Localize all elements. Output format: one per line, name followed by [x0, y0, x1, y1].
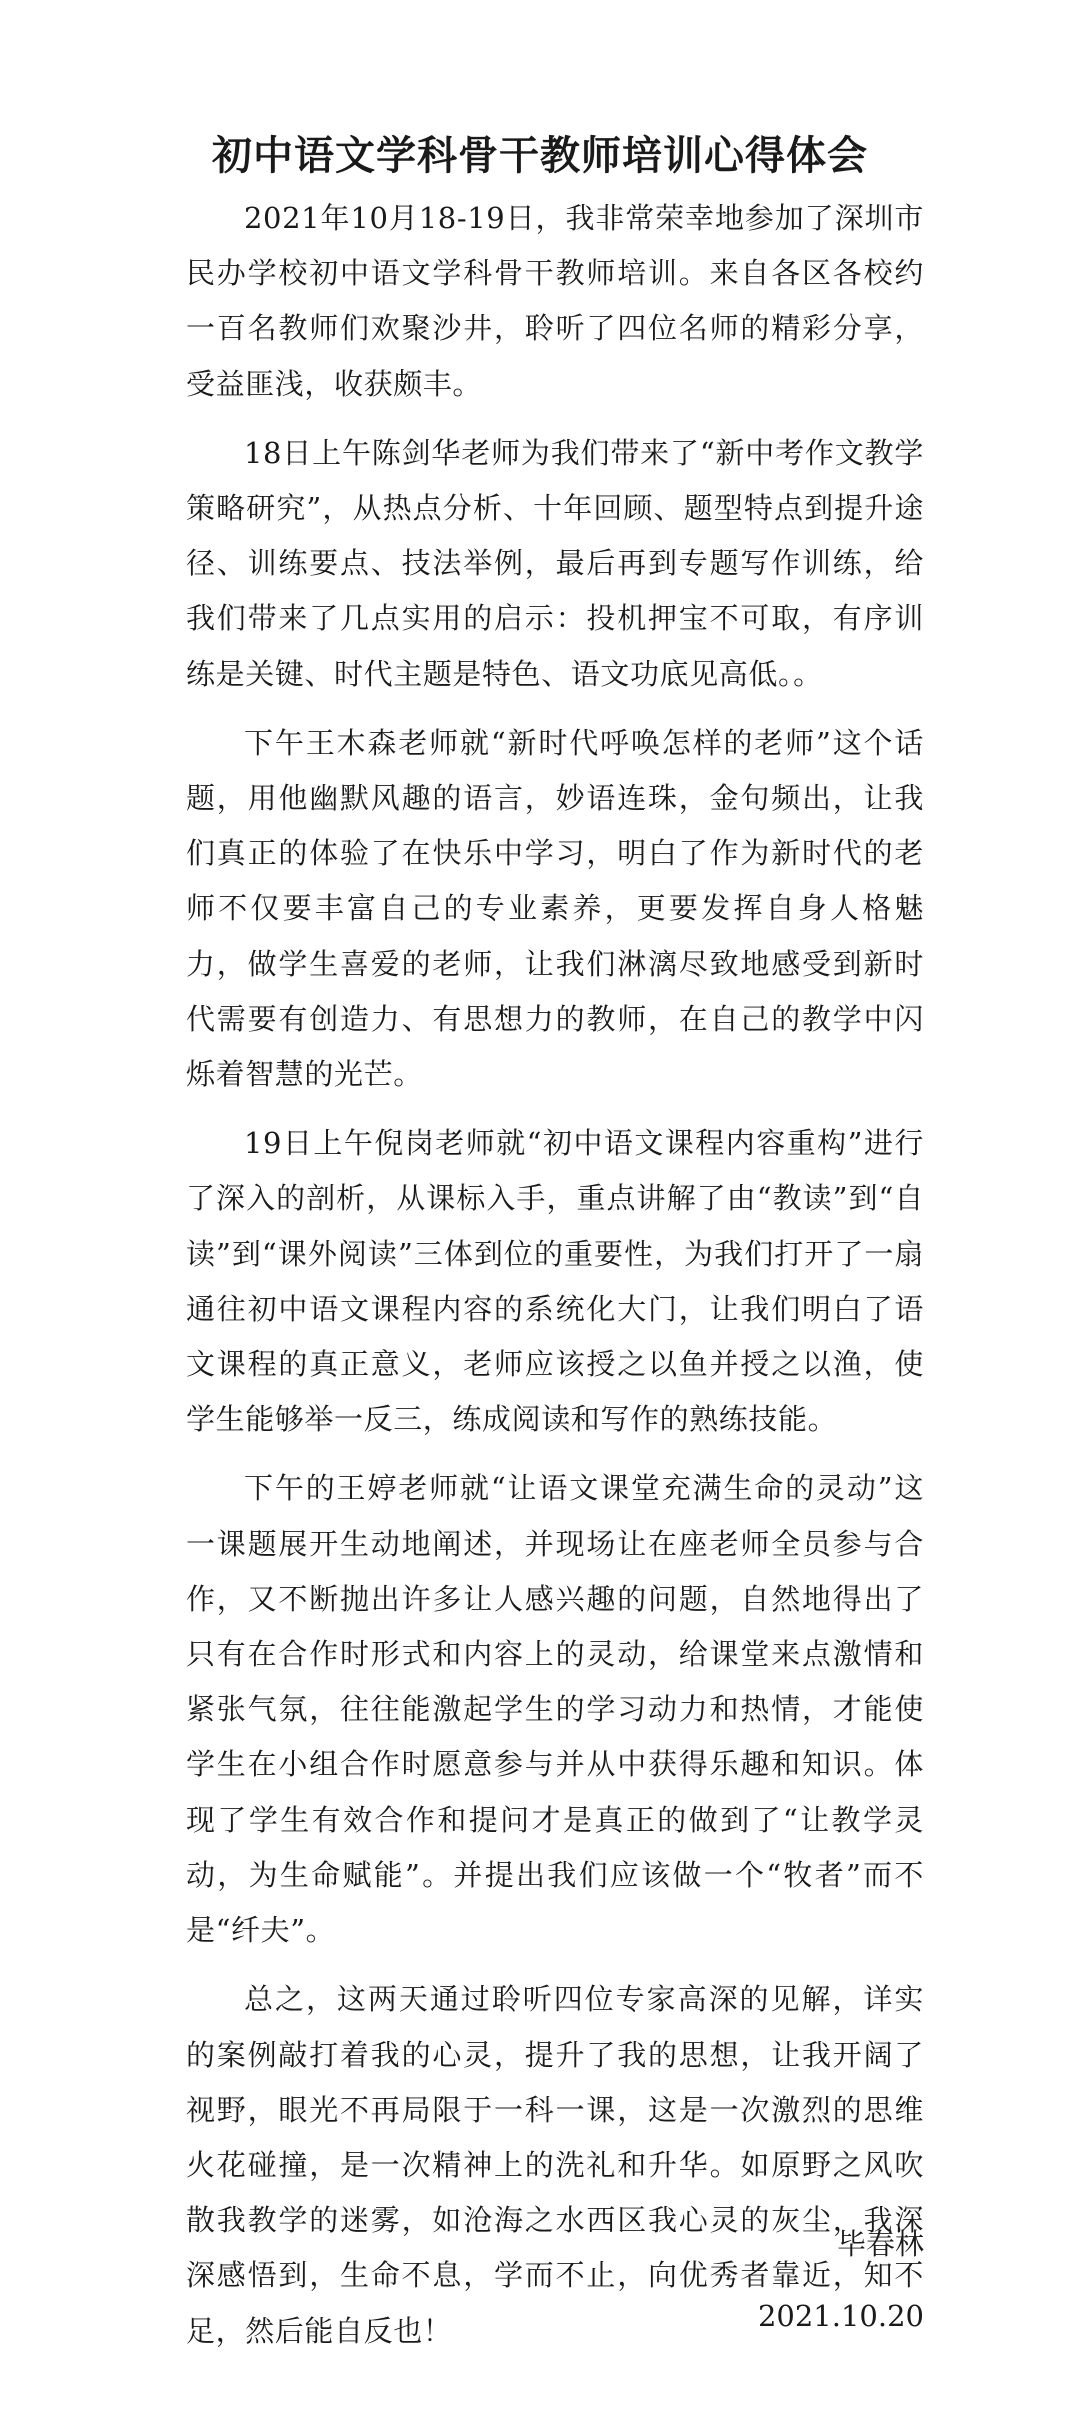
- document-title: 初中语文学科骨干教师培训心得体会: [212, 132, 868, 179]
- signature-name: 毕春林: [836, 2227, 924, 2261]
- paragraph-ni-gang: 19日上午倪岗老师就“初中语文课程内容重构”进行了深入的剖析，从课标入手，重点讲解了由“教读”到“自读”到“课外阅读”三体到位的重要性，为我们打开了一扇通往初中语文课程内容的系统化大门，让我们明白了语文课程的真正意义，老师应该授之以鱼并授之以渔，使学生能够举一反三，练成阅读和写作的熟练技能。: [186, 1126, 924, 1437]
- document-body: [186, 191, 924, 2373]
- paragraph-wang-ting: 下午的王婷老师就“让语文课堂充满生命的灵动”这一课题展开生动地阐述，并现场让在座老师全员参与合作，又不断抛出许多让人感兴趣的问题，自然地得出了只有在合作时形式和内容上的灵动，给课堂来点激情和紧张气氛，往往能激起学生的学习动力和热情，才能使学生在小组合作时愿意参与并从中获得乐趣和知识。体现了学生有效合作和提问才是真正的做到了“让教学灵动，为生命赋能”。并提出我们应该做一个“牧者”而不是“纤夫”。: [186, 1471, 924, 1948]
- paragraph-chen-jianhua: 18日上午陈剑华老师为我们带来了“新中考作文教学策略研究”，从热点分析、十年回顾、题型特点到提升途径、训练要点、技法举例，最后再到专题写作训练，给我们带来了几点实用的启示：投机押宝不可取，有序训练是关键、时代主题是特色、语文功底见高低。。: [186, 435, 924, 691]
- signature-date: 2021.10.20: [757, 2299, 924, 2333]
- paragraph-conclusion: 总之，这两天通过聆听四位专家高深的见解，详实的案例敲打着我的心灵，提升了我的思想，让我开阔了视野，眼光不再局限于一科一课，这是一次激烈的思维火花碰撞，是一次精神上的洗礼和升华。如原野之风吹散我教学的迷雾，如沧海之水西区我心灵的灰尘，我深深感悟到，生命不息，学而不止，向优秀者靠近，知不足，然后能自反也！: [186, 1982, 924, 2348]
- paragraph-intro: 2021年10月18-19日，我非常荣幸地参加了深圳市民办学校初中语文学科骨干教师培训。来自各区各校约一百名教师们欢聚沙井，聆听了四位名师的精彩分享，受益匪浅，收获颇丰。: [186, 201, 924, 401]
- paragraph-wang-musen: 下午王木森老师就“新时代呼唤怎样的老师”这个话题，用他幽默风趣的语言，妙语连珠，金句频出，让我们真正的体验了在快乐中学习，明白了作为新时代的老师不仅要丰富自己的专业素养，更要发挥自身人格魅力，做学生喜爱的老师，让我们淋漓尽致地感受到新时代需要有创造力、有思想力的教师，在自己的教学中闪烁着智慧的光芒。: [186, 725, 924, 1092]
